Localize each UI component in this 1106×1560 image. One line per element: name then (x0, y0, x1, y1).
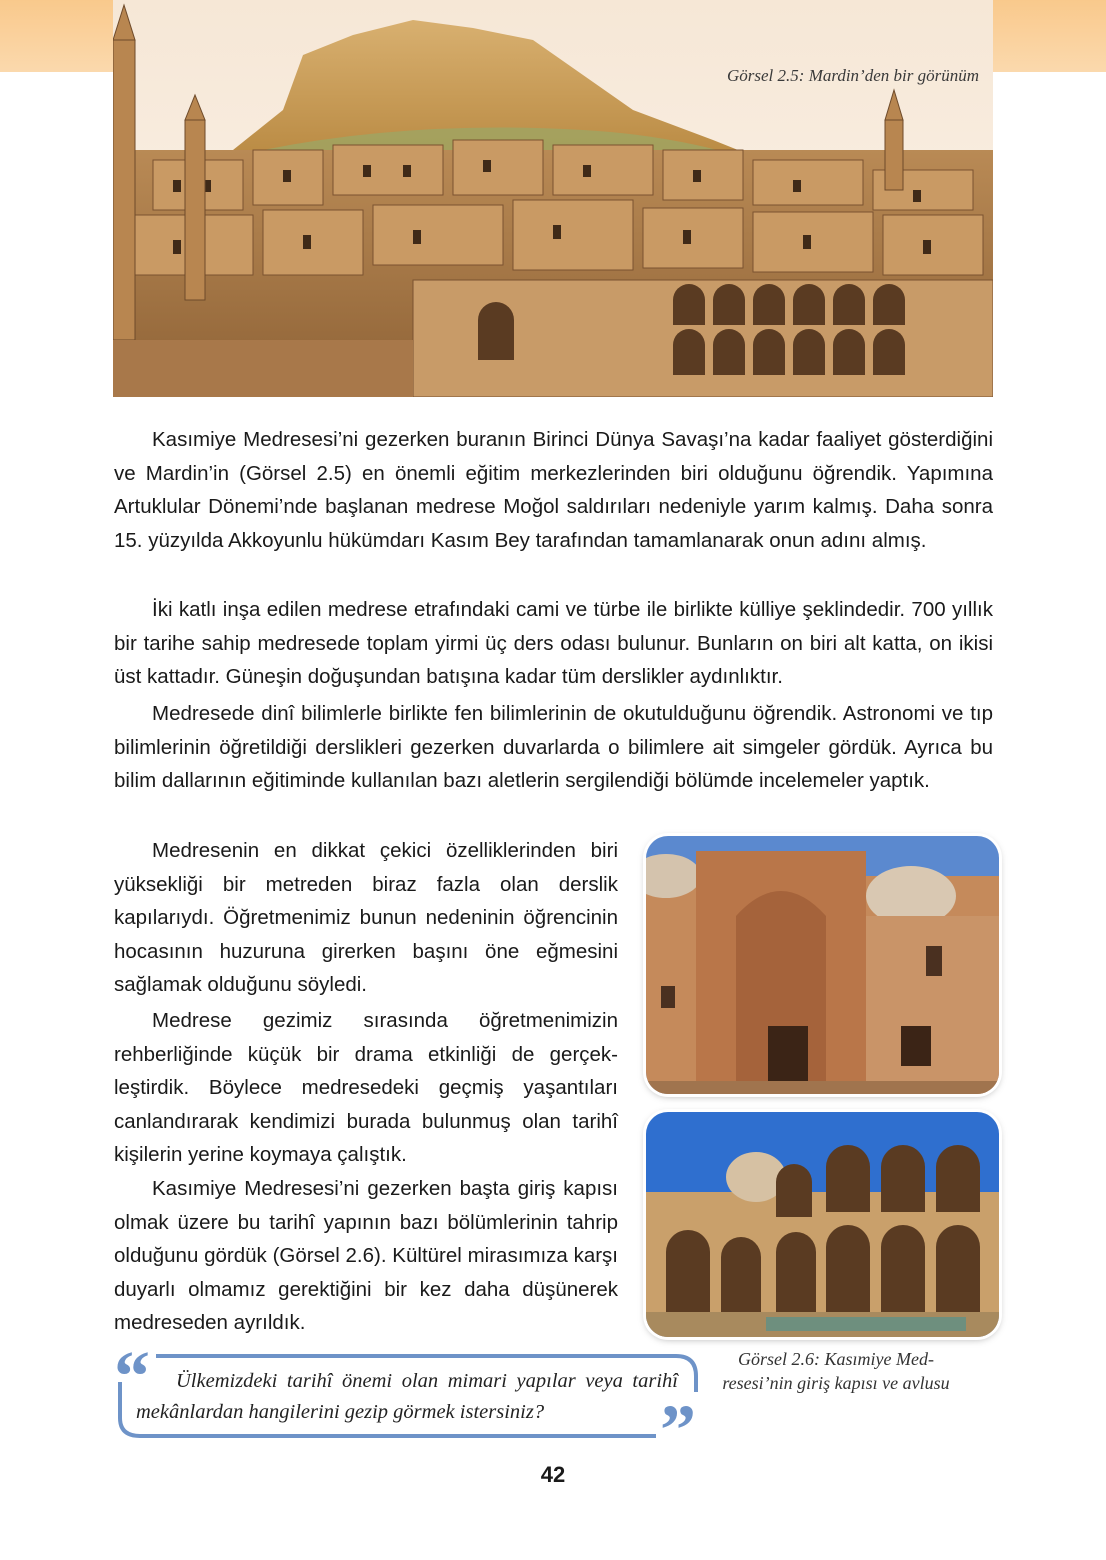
paragraph-4: Medresenin en dikkat çekici özelliklerinden biri yüksekliği bir metreden biraz fazla olan derslik kapılarıydı. Öğretmenimiz bunun nedeninin öğrencinin hocasının huzuruna girerken başını öne eğmesini sağlamak olduğunu söyledi. (114, 839, 618, 996)
page-number: 42 (540, 1462, 566, 1487)
medrese-courtyard-photo (646, 1112, 999, 1337)
top-accent-band-right (993, 0, 1106, 72)
close-quote-mark: ” (660, 1390, 696, 1470)
figure-2-6-caption: Görsel 2.6: Kasımiye Medresesi’nin giriş kapısı ve avlusu (722, 1349, 950, 1393)
open-quote-mark: “ (114, 1336, 150, 1416)
paragraph-1: Kasımiye Medresesi’ni gezerken buranın Birinci Dünya Savaşı’na kadar faaliyet gösterdiğini ve Mardin’in (Görsel 2.5) en önemli eğitim merkezlerinden biri olduğunu öğrendik. Yapımına Artuklular Dönemi’nde başlanan medrese Moğol saldırıları nedeniyle yarım kalmış. Daha sonra 15. yüzyılda Akkoyunlu hükümdarı Kasım Bey tarafından tamamlanarak onun adını almış. (114, 428, 993, 552)
reflection-question-text: Ülkemizdeki tarihî önemi olan mimari yapılar veya tarihî mekânlardan hangilerini gezip görmek istersiniz? (136, 1370, 678, 1423)
mardin-illustration (113, 0, 993, 397)
paragraph-3: Medresede dinî bilimlerle birlikte fen bilimlerinin de okutulduğunu öğrendik. Astronomi ve tıp bilimlerinin öğretildiği derslikleri gezerken duvarlarda o bilimlere ait simgeler gördük. Ayrıca bu bilim dallarının eğitiminde kullanılan bazı aletlerin sergilendiği bölümde incelemeler yaptık. (114, 702, 993, 792)
paragraph-6: Kasımiye Medresesi’ni gezerken başta giriş kapısı olmak üzere bu tarihî yapının bazı bölümlerinin tahrip olduğunu gördük (Görsel 2.6). Kültürel mirasımıza karşı duyarlı olmamız gerektiğini bir kez daha düşünerek medreseden ayrıldık. (114, 1177, 618, 1334)
paragraph-5: Medrese gezimiz sırasında öğretmenimizin rehberliğinde küçük bir drama etkinliği de gerçekleştirdik. Böylece medresedeki geçmiş yaşantıları canlandırarak kendimizi burada bulunmuş olan tarihî kişilerin yerine koymaya çalıştık. (114, 1009, 618, 1166)
figure-2-5-caption: Görsel 2.5: Mardin’den bir görünüm (727, 66, 979, 85)
paragraph-2: İki katlı inşa edilen medrese etrafındaki cami ve türbe ile birlikte külliye şeklindedir. 700 yıllık bir tarihe sahip medresede toplam yirmi üç ders odası bulunur. Bunların on biri alt katta, on ikisi üst kattadır. Güneşin doğuşundan batışına kadar tüm derslikler aydınlıktır. (114, 598, 993, 688)
top-accent-band-left (0, 0, 113, 72)
reflection-question-box (114, 1336, 702, 1470)
medrese-entrance-photo (646, 836, 999, 1094)
mardin-photo (113, 0, 993, 397)
